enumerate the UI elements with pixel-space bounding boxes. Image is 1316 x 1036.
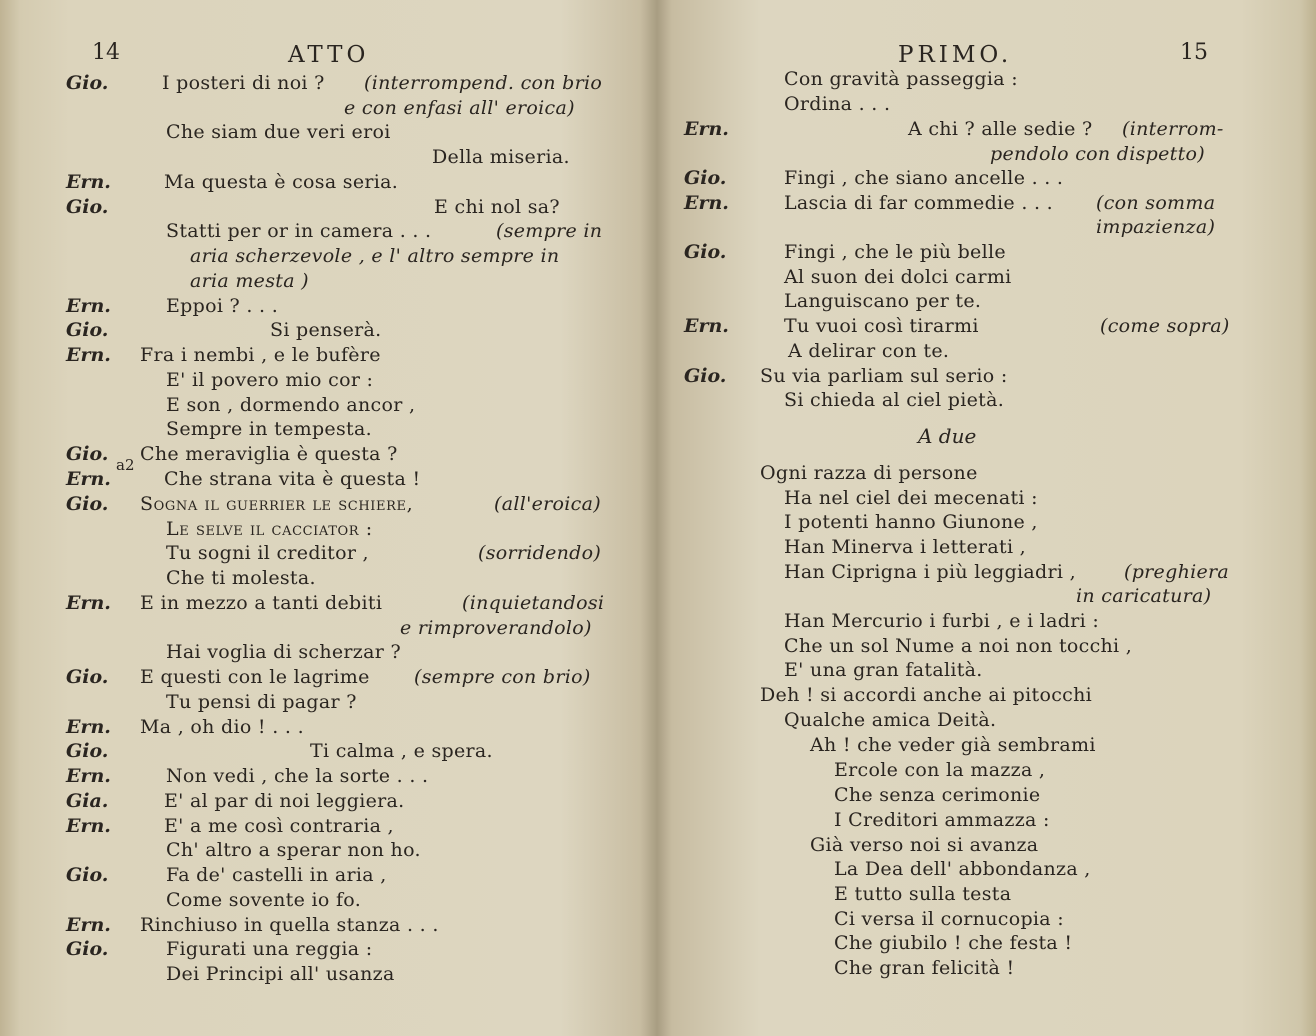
verse-line: Deh ! si accordi anche ai pitocchi [760, 684, 1092, 706]
verse-line: Han Mercurio i furbi , e i ladri : [784, 610, 1100, 632]
verse-line: Ma questa è cosa seria. [164, 171, 399, 193]
verse-line: Fingi , che siano ancelle . . . [784, 167, 1064, 189]
stage-direction: e rimproverandolo) [400, 617, 592, 639]
verse-line: I Creditori ammazza : [834, 809, 1050, 831]
stage-direction: impazienza) [1096, 216, 1216, 238]
verse-line: Han Ciprigna i più leggiadri , [784, 561, 1076, 583]
verse-line: Hai voglia di scherzar ? [166, 641, 401, 663]
verse-line: Che gran felicità ! [834, 957, 1015, 979]
verse-line: Ercole con la mazza , [834, 759, 1046, 781]
verse-line: A delirar con te. [788, 340, 950, 362]
verse-line: E' una gran fatalità. [784, 659, 983, 681]
speaker: Ern. [66, 592, 111, 614]
verse-line: Ha nel ciel dei mecenati : [784, 487, 1038, 509]
page-number: 14 [92, 40, 120, 65]
speaker: Gio. [684, 241, 727, 263]
verse-line: Qualche amica Deità. [784, 709, 997, 731]
a-due-heading: A due [918, 424, 977, 448]
speaker: Gio. [66, 864, 109, 886]
stage-direction: (come sopra) [1100, 315, 1230, 337]
stage-direction: (inquietandosi [462, 592, 605, 614]
verse-line: I posteri di noi ? [162, 72, 325, 94]
right-page [660, 0, 1316, 1036]
verse-line: E chi nol sa? [434, 196, 560, 218]
verse-line: Languiscano per te. [784, 290, 982, 312]
verse-line: Che giubilo ! che festa ! [834, 932, 1073, 954]
verse-line: Le selve il cacciator : [166, 518, 373, 540]
verse-line: Tu sogni il creditor , [166, 542, 369, 564]
verse-line: Eppoi ? . . . [166, 295, 279, 317]
speaker: Gio. [684, 167, 727, 189]
speaker: Gio. [66, 938, 109, 960]
speaker: Gia. [66, 790, 109, 812]
speaker: Ern. [66, 344, 111, 366]
stage-direction: (sempre con brio) [414, 666, 591, 688]
verse-line: E' al par di noi leggiera. [164, 790, 405, 812]
verse-line: E son , dormendo ancor , [166, 394, 416, 416]
speaker: Ern. [66, 716, 111, 738]
verse-line: E tutto sulla testa [834, 883, 1012, 905]
speaker: Ern. [66, 171, 111, 193]
verse-line: Sempre in tempesta. [166, 418, 372, 440]
verse-line: Tu vuoi così tirarmi [784, 315, 979, 337]
stage-direction: (interrom- [1122, 118, 1224, 140]
speaker: Ern. [684, 192, 729, 214]
verse-line: E in mezzo a tanti debiti [140, 592, 383, 614]
speaker: Ern. [66, 914, 111, 936]
speaker: Ern. [66, 468, 111, 490]
verse-line: Sogna il guerrier le schiere, [140, 493, 414, 515]
stage-direction: (all'eroica) [494, 493, 601, 515]
verse-line: Fa de' castelli in aria , [166, 864, 387, 886]
speaker: Ern. [684, 118, 729, 140]
verse-line: Ma , oh dio ! . . . [140, 716, 304, 738]
verse-line: Ordina . . . [784, 93, 891, 115]
verse-line: Tu pensi di pagar ? [166, 691, 357, 713]
verse-line: Ci versa il cornucopia : [834, 908, 1064, 930]
stage-direction: (con somma [1096, 192, 1216, 214]
verse-line: Si chieda al ciel pietà. [784, 389, 1005, 411]
verse-line: A chi ? alle sedie ? [908, 118, 1093, 140]
verse-line: Che ti molesta. [166, 567, 316, 589]
stage-direction: in caricatura) [1076, 585, 1212, 607]
verse-line: Che meraviglia è questa ? [140, 443, 398, 465]
speaker: Gio. [66, 443, 109, 465]
speaker: Ern. [66, 295, 111, 317]
verse-line: Fingi , che le più belle [784, 241, 1006, 263]
verse-line: Che un sol Nume a noi non tocchi , [784, 635, 1133, 657]
verse-line: Con gravità passeggia : [784, 68, 1018, 90]
stage-direction: (preghiera [1124, 561, 1230, 583]
speaker: Gio. [66, 493, 109, 515]
a2-marker: a2 [116, 456, 135, 474]
verse-line: Fra i nembi , e le bufère [140, 344, 381, 366]
speaker: Ern. [66, 815, 111, 837]
verse-line: Ch' altro a sperar non ho. [166, 839, 421, 861]
verse-line: Statti per or in camera . . . [166, 220, 432, 242]
verse-line: Non vedi , che la sorte . . . [166, 765, 429, 787]
verse-line: Della miseria. [432, 146, 570, 168]
verse-line: I potenti hanno Giunone , [784, 511, 1038, 533]
verse-line: Si penserà. [270, 319, 382, 341]
speaker: Gio. [66, 72, 109, 94]
verse-line: Su via parliam sul serio : [760, 365, 1008, 387]
verse-line: Figurati una reggia : [166, 938, 373, 960]
stage-direction: aria mesta ) [190, 270, 309, 292]
verse-line: Che strana vita è questa ! [164, 468, 421, 490]
verse-line: E questi con le lagrime [140, 666, 370, 688]
stage-direction: pendolo con dispetto) [990, 143, 1205, 165]
verse-line: Rinchiuso in quella stanza . . . [140, 914, 439, 936]
speaker: Ern. [684, 315, 729, 337]
verse-line: Han Minerva i letterati , [784, 536, 1027, 558]
stage-direction: (sempre in [496, 220, 603, 242]
stage-direction: (sorridendo) [478, 542, 602, 564]
stage-direction: (interrompend. con brio [364, 72, 603, 94]
verse-line: Lascia di far commedie . . . [784, 192, 1054, 214]
speaker: Gio. [66, 196, 109, 218]
verse-line: Ah ! che veder già sembrami [810, 734, 1096, 756]
verse-line: Che senza cerimonie [834, 784, 1041, 806]
page-number: 15 [1180, 40, 1208, 65]
verse-line: E' a me così contraria , [164, 815, 394, 837]
speaker: Gio. [66, 740, 109, 762]
verse-line: Ogni razza di persone [760, 462, 978, 484]
verse-line: Che siam due veri eroi [166, 121, 391, 143]
running-head: ATTO [288, 42, 370, 68]
speaker: Ern. [66, 765, 111, 787]
verse-line: Al suon dei dolci carmi [784, 266, 1012, 288]
verse-line: Come sovente io fo. [166, 889, 362, 911]
verse-line: La Dea dell' abbondanza , [834, 858, 1091, 880]
verse-line: Dei Principi all' usanza [166, 963, 395, 985]
speaker: Gio. [66, 666, 109, 688]
verse-line: E' il povero mio cor : [166, 369, 374, 391]
stage-direction: e con enfasi all' eroica) [344, 97, 575, 119]
left-page [0, 0, 655, 1036]
stage-direction: aria scherzevole , e l' altro sempre in [190, 245, 560, 267]
speaker: Gio. [66, 319, 109, 341]
verse-line: Già verso noi si avanza [810, 834, 1039, 856]
speaker: Gio. [684, 365, 727, 387]
verse-line: Ti calma , e spera. [310, 740, 493, 762]
running-head: PRIMO. [898, 42, 1013, 68]
